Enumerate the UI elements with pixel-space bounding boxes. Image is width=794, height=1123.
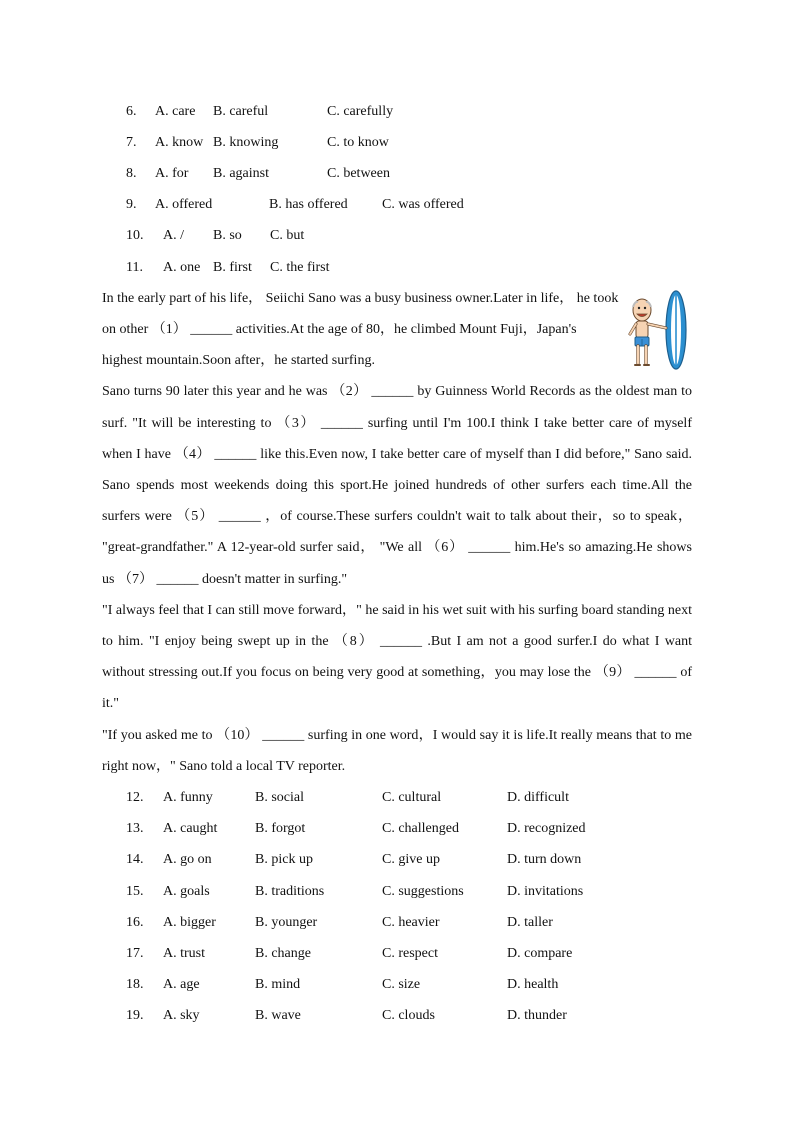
option-b: B. against — [213, 166, 269, 181]
question-number: 19. — [126, 1008, 144, 1023]
passage-line: without stressing out.If you focus on being very good at something，you may lose the （9） ______ of — [102, 665, 692, 680]
question-number: 14. — [126, 852, 144, 867]
option-d: D. health — [507, 977, 559, 992]
option-d: D. thunder — [507, 1008, 567, 1023]
option-d: D. recognized — [507, 821, 586, 836]
option-c: C. carefully — [327, 104, 394, 119]
option-a: A. offered — [155, 197, 213, 212]
option-d: D. taller — [507, 915, 553, 930]
option-a: A. age — [163, 977, 200, 992]
passage-line: "great-grandfather." A 12-year-old surfer said， "We all （6） ______ him.He's so amazing.He shows — [102, 540, 692, 555]
option-b: B. so — [213, 228, 242, 243]
passage-line: right now，" Sano told a local TV reporter. — [102, 759, 346, 774]
passage-line: surfers were （5） ______ ，of course.These surfers couldn't wait to talk about their，so to speak， — [102, 509, 692, 524]
option-d: D. turn down — [507, 852, 582, 867]
option-a: A. / — [163, 228, 184, 243]
option-b: B. mind — [255, 977, 301, 992]
option-a: A. trust — [163, 946, 205, 961]
option-a: A. for — [155, 166, 189, 181]
passage-line: "If you asked me to （10） ______ surfing in one word，I would say it is life.It really means that to me — [102, 728, 692, 743]
question-number: 13. — [126, 821, 144, 836]
passage-line: "I always feel that I can still move forward，" he said in his wet suit with his surfing board standing next — [102, 603, 692, 618]
option-a: A. know — [155, 135, 204, 150]
passage-line: In the early part of his life， Seiichi Sano was a busy business owner.Later in life， he took — [102, 291, 619, 306]
option-b: B. forgot — [255, 821, 306, 836]
option-c: C. to know — [327, 135, 389, 150]
question-number: 15. — [126, 884, 144, 899]
option-c: C. give up — [382, 852, 440, 867]
option-b: B. traditions — [255, 884, 325, 899]
option-a: A. go on — [163, 852, 212, 867]
surfer-with-surfboard-icon — [624, 290, 692, 372]
question-number: 7. — [126, 135, 137, 150]
option-c: C. size — [382, 977, 421, 992]
passage-line: Sano turns 90 later this year and he was （2） ______ by Guinness World Records as the oldest man to — [102, 384, 692, 399]
passage-line: us （7） ______ doesn't matter in surfing." — [102, 572, 348, 587]
option-a: A. sky — [163, 1008, 200, 1023]
option-c: C. was offered — [382, 197, 464, 212]
question-number: 6. — [126, 104, 137, 119]
option-c: C. suggestions — [382, 884, 464, 899]
option-c: C. respect — [382, 946, 438, 961]
passage-line: on other （1） ______ activities.At the age of 80，he climbed Mount Fuji，Japan's — [102, 322, 577, 337]
passage-line: highest mountain.Soon after，he started surfing. — [102, 353, 375, 368]
question-number: 9. — [126, 197, 137, 212]
option-d: D. difficult — [507, 790, 569, 805]
option-d: D. invitations — [507, 884, 584, 899]
question-number: 11. — [126, 260, 143, 275]
passage-line: to him. "I enjoy being swept up in the （8） ______ .But I am not a good surfer.I do what I want — [102, 634, 692, 649]
question-number: 16. — [126, 915, 144, 930]
option-a: A. caught — [163, 821, 218, 836]
option-a: A. care — [155, 104, 196, 119]
option-b: B. wave — [255, 1008, 301, 1023]
option-a: A. bigger — [163, 915, 216, 930]
option-b: B. knowing — [213, 135, 279, 150]
passage-line: it." — [102, 696, 119, 711]
passage-line: Sano spends most weekends doing this sport.He joined hundreds of other surfers each time.All the — [102, 478, 692, 493]
question-number: 18. — [126, 977, 144, 992]
option-b: B. pick up — [255, 852, 313, 867]
option-c: C. cultural — [382, 790, 442, 805]
option-b: B. change — [255, 946, 311, 961]
option-c: C. but — [270, 228, 305, 243]
option-c: C. the first — [270, 260, 330, 275]
option-b: B. has offered — [269, 197, 348, 212]
option-d: D. compare — [507, 946, 573, 961]
question-number: 12. — [126, 790, 144, 805]
option-a: A. funny — [163, 790, 213, 805]
question-number: 17. — [126, 946, 144, 961]
option-c: C. heavier — [382, 915, 440, 930]
question-number: 10. — [126, 228, 144, 243]
option-b: B. social — [255, 790, 304, 805]
option-a: A. goals — [163, 884, 210, 899]
option-b: B. younger — [255, 915, 318, 930]
option-b: B. careful — [213, 104, 269, 119]
question-number: 8. — [126, 166, 137, 181]
option-b: B. first — [213, 260, 252, 275]
option-c: C. clouds — [382, 1008, 435, 1023]
passage-line: when I have （4） ______ like this.Even now, I take better care of myself than I did before," Sano said. — [102, 447, 692, 462]
option-a: A. one — [163, 260, 201, 275]
option-c: C. challenged — [382, 821, 459, 836]
option-c: C. between — [327, 166, 390, 181]
passage-line: surf. "It will be interesting to （3） ______ surfing until I'm 100.I think I take better care of myself — [102, 416, 692, 431]
